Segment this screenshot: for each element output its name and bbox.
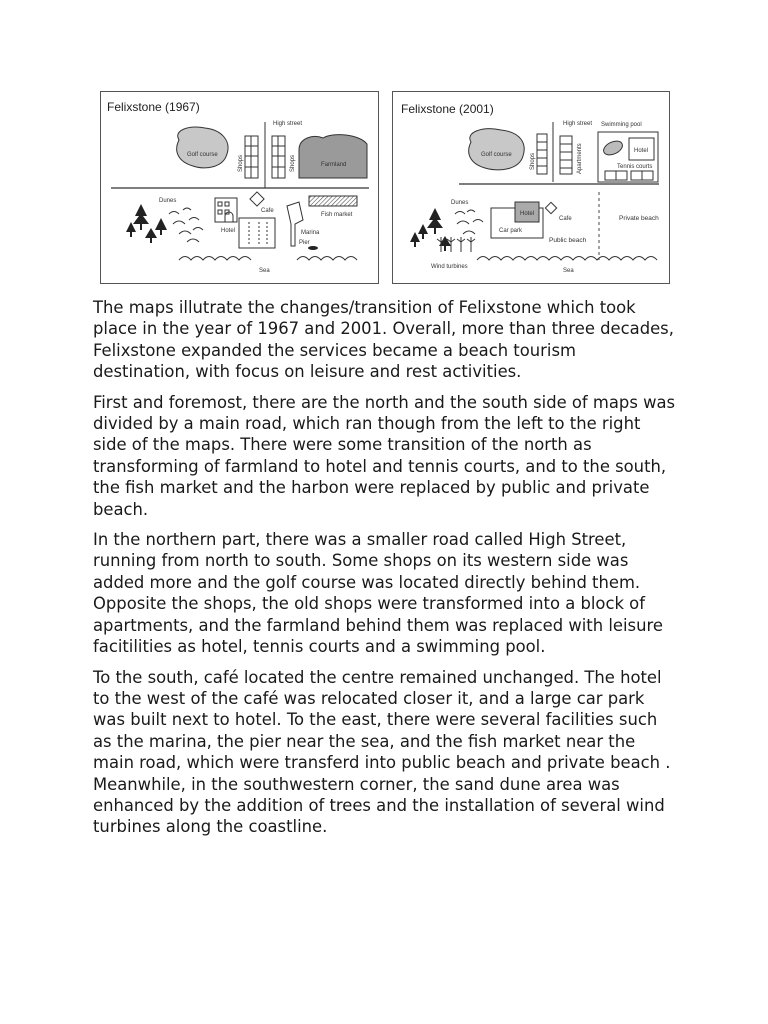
fish-market-block [309, 196, 357, 206]
tennis-courts-symbol [605, 171, 653, 180]
trees-group [126, 204, 167, 243]
wind-turbines-label: Wind turbines [431, 264, 468, 270]
golf-course-label: Golf course [187, 152, 218, 158]
dunes-symbol [169, 208, 203, 242]
paragraph-north: In the northern part, there was a smaller road called High Street, running from north to south. Some shops on its western side was added more and the golf course was located directly behind them. Opposite the shops, the old shops were transformed into a block of apartments, and the farmland behind them was replaced with leisure facitilities as hotel, tennis courts and a swimming pool. [93, 530, 663, 657]
essay-text [93, 297, 678, 847]
marina-structure [239, 218, 275, 248]
shops-right-label: Shops [290, 154, 296, 172]
fish-market-label: Fish market [321, 212, 353, 218]
coastline-waves [179, 257, 357, 261]
shops-label: Shops [530, 152, 536, 170]
sea-label: Sea [563, 268, 574, 274]
shops-left-block [245, 136, 258, 178]
apartments-label: Apartments [577, 143, 583, 174]
private-beach-label: Private beach [619, 215, 659, 222]
dunes-symbol [455, 210, 483, 234]
high-street-label: High street [273, 121, 303, 127]
map-2001 [392, 91, 670, 284]
trees-group [410, 208, 451, 251]
boat-symbol [308, 246, 318, 250]
paragraph-south: To the south, café located the centre remained unchanged. The hotel to the west of the café was relocated closer it, and a large car park was built next to hotel. To the east, there were several facilities such as the marina, the pier near the sea, and the fish market near the main road, which were transferd into public beach and private beach . Meanwhile, in the southwestern corner, the sand dune area was enhanced by the addition of trees and the installation of several wind turbines along the coastline. [93, 667, 671, 837]
map-1967-drawing [101, 92, 378, 283]
golf-course-area [469, 129, 524, 170]
cafe-label: Cafe [559, 216, 572, 222]
swimming-pool-symbol [601, 138, 624, 157]
farmland-label: Farmland [321, 162, 347, 168]
shops-block [537, 134, 547, 174]
hotel-building [215, 198, 237, 222]
dunes-label: Dunes [451, 200, 469, 206]
shops-right-block [272, 136, 285, 178]
leisure-complex [598, 132, 658, 182]
sea-label: Sea [259, 268, 270, 274]
farmland-area [299, 135, 367, 178]
golf-course-label: Golf course [481, 152, 512, 158]
shops-left-label: Shops [238, 154, 244, 172]
dunes-label: Dunes [159, 198, 177, 204]
paragraph-intro: The maps illutrate the changes/transition of Felixstone which took place in the year of 1967 and 2001. Overall, more than three decades, Felixstone expanded the services became a beach tourism destination, with focus on leisure and rest activities. [93, 298, 674, 382]
pier-label: Pier [299, 240, 310, 246]
map-1967 [100, 91, 379, 284]
apartments-block [560, 136, 572, 174]
hotel-label: Hotel [221, 228, 236, 234]
paragraph-overview: First and foremost, there are the north and the south side of maps was divided by a main road, which ran though from the left to the right side of the maps. There were some transition of the north as transforming of farmland to hotel and tennis courts, and to the south, the fish market and the harbon were replaced by public and private beach. [93, 392, 676, 519]
high-street-label: High street [563, 121, 593, 127]
public-beach-label: Public beach [549, 237, 587, 244]
coastline-waves [477, 257, 657, 261]
car-park-label: Car park [499, 228, 523, 234]
maps-figure [100, 91, 670, 284]
hotel-north-label: Hotel [634, 148, 649, 154]
swimming-pool-label: Swimming pool [601, 122, 642, 128]
map-1967-title: Felixstone (1967) [107, 100, 200, 114]
hotel-label: Hotel [520, 211, 535, 217]
golf-course-area [177, 127, 228, 168]
cafe-label: Cafe [261, 208, 274, 214]
cafe-symbol [545, 202, 556, 213]
map-2001-drawing [393, 92, 669, 283]
marina-label: Marina [301, 230, 320, 236]
map-2001-title: Felixstone (2001) [401, 102, 494, 116]
cafe-symbol [250, 192, 264, 206]
tennis-courts-label: Tennis courts [617, 164, 653, 170]
